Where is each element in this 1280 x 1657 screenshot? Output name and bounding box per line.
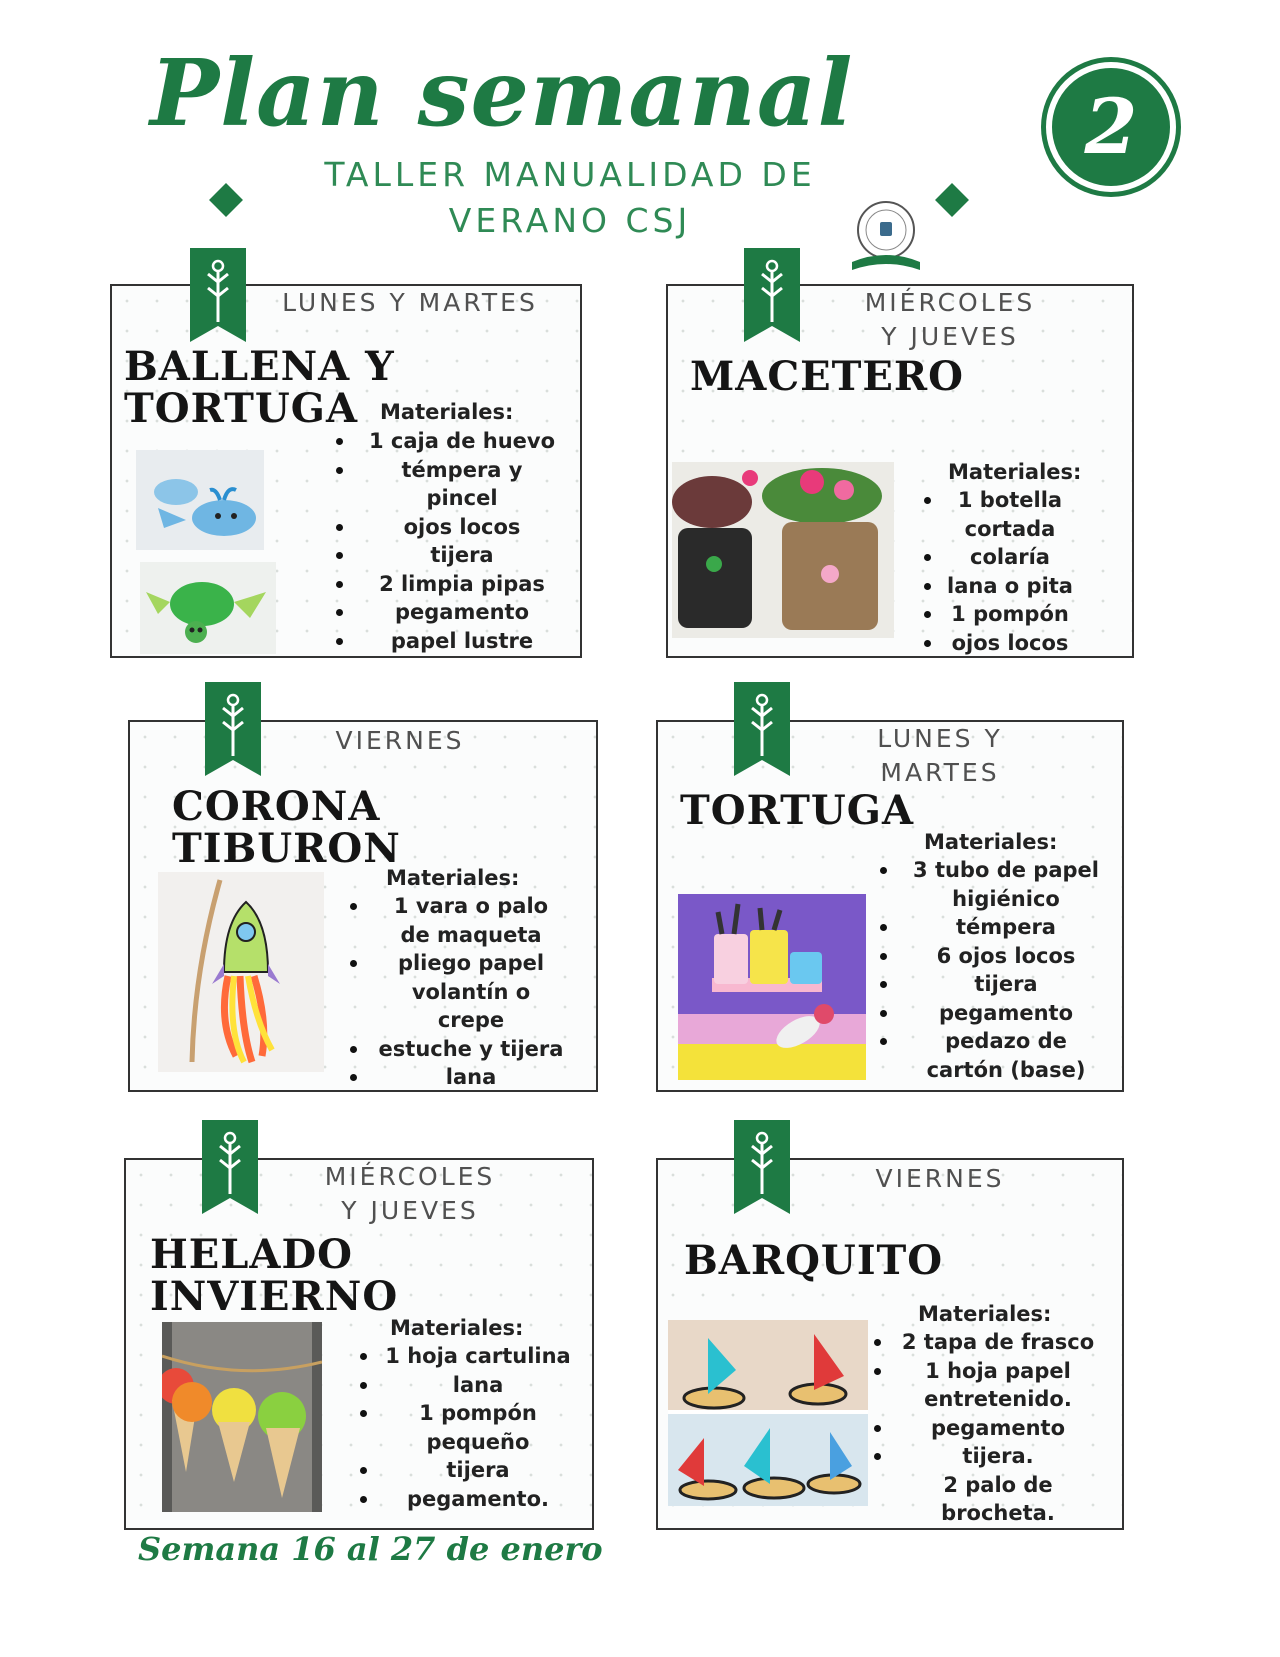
material-item: 3 tubo de papel <box>886 856 1126 885</box>
material-item: colaría <box>930 543 1090 572</box>
card-6-materials-title: Materiales: <box>918 1302 1052 1326</box>
bookmark-ribbon-icon <box>734 1120 790 1214</box>
material-item: témpera y <box>342 456 582 485</box>
material-item: tijera <box>886 970 1126 999</box>
material-item: estuche y tijera <box>356 1035 586 1064</box>
planter-craft-photo <box>672 462 894 638</box>
card-3-title-line1: CORONA <box>172 783 381 830</box>
material-item: lana <box>366 1371 590 1400</box>
week-number-badge: 2 <box>1046 62 1176 192</box>
material-item: 1 hoja cartulina <box>366 1342 590 1371</box>
card-1-materials <box>342 427 582 655</box>
card-4-day-line1: LUNES Y <box>877 724 1003 753</box>
school-seal-logo <box>842 196 930 276</box>
card-5-day <box>290 1160 530 1228</box>
material-item: ojos locos <box>342 513 582 542</box>
footer-date-range: Semana 16 al 27 de enero <box>138 1530 603 1568</box>
card-4-title: TORTUGA <box>680 787 914 834</box>
material-item: tijera <box>366 1456 590 1485</box>
card-4-materials-title: Materiales: <box>924 830 1058 854</box>
material-item: 2 palo de <box>943 1472 1053 1497</box>
material-item: volantín o <box>411 979 531 1004</box>
material-item: témpera <box>886 913 1126 942</box>
material-item: 2 limpia pipas <box>342 570 582 599</box>
material-item: pegamento <box>342 598 582 627</box>
card-2-materials <box>930 486 1090 657</box>
card-3-title-line2: TIBURON <box>172 825 401 872</box>
card-3-materials-title: Materiales: <box>386 866 520 890</box>
card-2-day-line1: MIÉRCOLES <box>864 288 1036 317</box>
bookmark-ribbon-icon <box>190 248 246 342</box>
whale-craft-photo <box>136 450 264 550</box>
card-4-day <box>830 722 1050 790</box>
card-1-day: LUNES Y MARTES <box>282 288 538 317</box>
card-5-materials <box>366 1342 590 1513</box>
ice-cream-craft-photo <box>162 1322 322 1512</box>
material-item: pincel <box>426 486 498 510</box>
card-6-title: BARQUITO <box>684 1237 944 1284</box>
card-2-materials-title: Materiales: <box>948 460 1082 484</box>
material-item: ojos locos <box>930 629 1090 658</box>
page-title: Plan semanal <box>150 39 854 147</box>
material-item: pegamento <box>880 1414 1116 1443</box>
card-5-day-line2: Y JUEVES <box>341 1196 479 1225</box>
material-item: 6 ojos locos <box>886 942 1126 971</box>
material-item: higiénico <box>952 886 1060 911</box>
material-item: pegamento. <box>366 1485 590 1514</box>
sailboat-craft-photo <box>668 1320 868 1506</box>
card-4-materials <box>886 856 1126 1084</box>
subtitle-line1: TALLER MANUALIDAD DE <box>324 155 816 194</box>
card-1-materials-title: Materiales: <box>380 400 514 424</box>
card-2-title: MACETERO <box>690 353 964 400</box>
bookmark-ribbon-icon <box>202 1120 258 1214</box>
material-item: de maqueta <box>400 922 542 947</box>
card-6-materials <box>880 1328 1116 1528</box>
material-item: tijera. <box>880 1442 1116 1471</box>
material-item: 1 pompón <box>930 600 1090 629</box>
card-5-day-line1: MIÉRCOLES <box>324 1162 496 1191</box>
card-5-title-line1: HELADO <box>150 1231 353 1278</box>
card-2-day <box>820 286 1080 354</box>
bookmark-ribbon-icon <box>734 682 790 776</box>
card-2-day-line2: Y JUEVES <box>881 322 1019 351</box>
rocket-craft-photo <box>158 872 324 1072</box>
material-item: cortada <box>964 516 1056 541</box>
material-item: 1 caja de huevo <box>342 427 582 456</box>
subtitle <box>230 152 910 244</box>
material-item: brocheta. <box>941 1501 1055 1525</box>
material-item: 1 pompón <box>366 1399 590 1428</box>
material-item: lana o pita <box>930 572 1090 601</box>
material-item: pequeño <box>426 1429 530 1454</box>
card-3-materials <box>356 892 586 1092</box>
material-item: cartón (base) <box>926 1057 1086 1082</box>
bookmark-ribbon-icon <box>205 682 261 776</box>
material-item: 1 botella <box>930 486 1090 515</box>
diamond-right-icon <box>935 183 969 217</box>
material-item: 1 hoja papel <box>880 1357 1116 1386</box>
material-item: papel lustre <box>342 627 582 656</box>
card-6-day: VIERNES <box>875 1164 1005 1193</box>
subtitle-line2: VERANO CSJ <box>448 201 692 240</box>
card-1-title-line2: TORTUGA <box>124 385 358 432</box>
pencil-holder-craft-photo <box>678 894 866 1080</box>
material-item: 2 tapa de frasco <box>880 1328 1116 1357</box>
material-item: entretenido. <box>924 1387 1072 1411</box>
card-4-day-line2: MARTES <box>880 758 1000 787</box>
card-3-day: VIERNES <box>335 726 465 755</box>
card-1-title-line1: BALLENA Y <box>124 343 395 390</box>
material-item: pegamento <box>886 999 1126 1028</box>
card-5-materials-title: Materiales: <box>390 1316 524 1340</box>
material-item: lana <box>356 1063 586 1092</box>
material-item: pliego papel <box>356 949 586 978</box>
material-item: tijera <box>342 541 582 570</box>
turtle-craft-photo <box>140 562 276 654</box>
material-item: 1 vara o palo <box>356 892 586 921</box>
material-item: crepe <box>437 1008 505 1032</box>
card-5-title-line2: INVIERNO <box>150 1273 399 1320</box>
bookmark-ribbon-icon <box>744 248 800 342</box>
material-item: pedazo de <box>886 1027 1126 1056</box>
